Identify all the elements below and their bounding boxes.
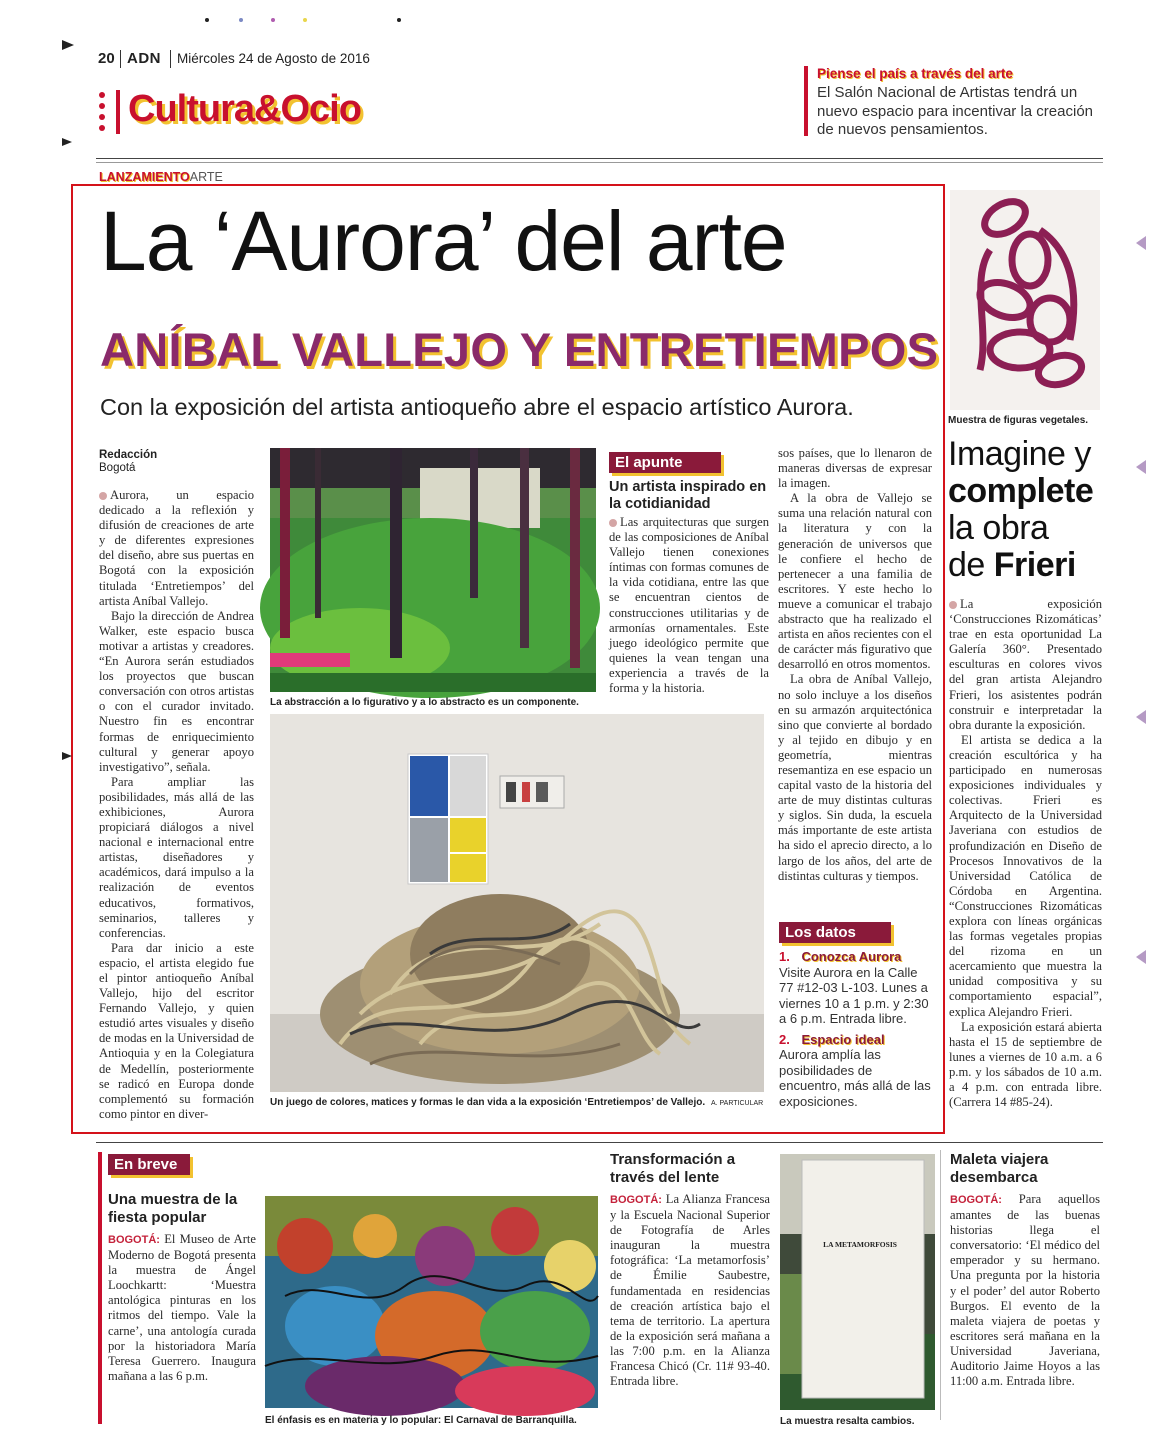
caption-bottom — [270, 1097, 770, 1108]
sculpture-photo — [950, 190, 1100, 410]
promo-bar — [804, 66, 808, 136]
issue-date: Miércoles 24 de Agosto de 2016 — [177, 51, 370, 66]
brief-c-text: BOGOTÁ: Para aquellos amantes de las buenas historias llega el conversatorio: ‘El médico del emperador y su hermano. Una pregunta por la historia y el poder’ del autor Roberto Burgos. El evento de la maleta viajera de poetas y escritores será mañana en la Universidad Javeriana, Auditorio Jaime Hoyos a las 11:00 a.m. Entrada libre. — [950, 1192, 1100, 1389]
margin-mark-right — [1136, 236, 1146, 250]
datos-label: Los datos — [779, 922, 891, 943]
bullet-icon — [949, 601, 957, 609]
article-column-4 — [778, 446, 932, 906]
subhead: ANÍBAL VALLEJO Y ENTRETIEMPOS — [100, 323, 939, 376]
datos-text: Aurora amplía las posibilidades de encuentro, más allá de las exposiciones. — [779, 1047, 931, 1109]
brief-divider — [940, 1150, 941, 1420]
side-head-line: la obra — [948, 509, 1049, 547]
kicker-rest: ARTE — [189, 170, 223, 184]
promo-title: Piense el país a través del arte — [817, 66, 1013, 81]
paragraph: La exposición ‘Construcciones Rizomáticas’ trae en esta oportunidad La Galería 360°. Presentado esculturas en colores vivos del gran artista Alejandro Frieri, los asistentes podrán construir e interpretadar la obra durante la exposición. — [949, 597, 1102, 732]
apunte-box — [609, 452, 769, 696]
carnival-photo — [265, 1196, 598, 1408]
brief-a-title: Una muestra de la fiesta popular — [108, 1191, 238, 1226]
lead: Con la exposición del artista antioqueño abre el espacio artístico Aurora. — [100, 394, 854, 420]
promo-text: El Salón Nacional de Artistas tendrá un nuevo espacio para incentivar la creación de nuevos pensamientos. — [817, 84, 1093, 138]
side-head-line: Imagine y — [948, 435, 1091, 473]
painting-image — [270, 448, 596, 692]
kicker — [99, 170, 223, 184]
bullet-icon — [99, 492, 107, 500]
side-head-line: de Frieri — [948, 546, 1076, 584]
brief-bar — [98, 1152, 102, 1424]
book-photo — [780, 1154, 935, 1410]
registration-dots — [205, 16, 405, 24]
paragraph: Para dar inicio a este espacio, el artista elegido fue el pintor antioqueño Aníbal Vallejo, hijo del escritor Fernando Vallejo, y quien estudió artes visuales y diseño de modas en la Universidad de Antioquia y en la Colegiatura de Medellín, posteriormente se radicó en Europa donde complementó su formación como pintor en diver- — [99, 940, 254, 1121]
header-divider — [120, 50, 121, 68]
brief-label: En breve — [108, 1154, 190, 1175]
section-dots — [98, 92, 106, 132]
section-bar — [116, 90, 120, 134]
paragraph: Aurora, un espacio dedicado a la reflexión y difusión de creaciones de arte y de diferentes expresiones del diseño, abre sus puertas en Bogotá con la exposición titulada ‘Entretiempos’ del artista Aníbal Vallejo. — [99, 488, 254, 608]
caption-top: La abstracción a lo figurativo y a lo abstracto es un componente. — [270, 697, 579, 708]
brief-top-rule — [96, 1142, 1103, 1143]
margin-mark-left — [62, 138, 72, 146]
datos-num: 1. — [779, 949, 790, 964]
paragraph: A la obra de Vallejo se suma una relación natural con la literatura y con la generación de universos que le confiere el hecho de pertenecer a una familia de escritores. Y este hecho lo mueve a comunicar el trabajo abstracto que ha realizado el artista en años recientes con el de carácter más figurativo que desarrolló en otros momentos. — [778, 491, 932, 672]
datos-box — [779, 922, 935, 1109]
margin-mark-left — [62, 40, 74, 50]
installation-image — [270, 714, 764, 1092]
brief-b-text: BOGOTÁ: La Alianza Francesa y la Escuela Nacional Superior de Fotografía de Arles inauguran la muestra fotográfica: ‘La metamorfosis’ de Émilie Saubestre, fundamentada en residencias de creación artística bajo el tema de territorio. La apertura de la exposición será mañana a las 7:00 p.m. en la Alianza Francesa Chicó (Cr. 11# 93-40. Entrada libre. — [610, 1192, 770, 1389]
article-column-1 — [99, 488, 254, 1121]
datos-text: Visite Aurora en la Calle 77 #12-03 L-103. Lunes a viernes 10 a 1 p.m. y 2:30 a 6 p.m. Entrada libre. — [779, 964, 929, 1026]
header-divider — [170, 50, 171, 68]
brief-b-title: Transformación a través del lente — [610, 1151, 736, 1186]
paragraph: sos países, que lo llenaron de maneras diversas de expresar la imagen. — [778, 446, 932, 491]
city-tag: BOGOTÁ: — [950, 1194, 1002, 1206]
side-head-line: complete — [948, 472, 1094, 510]
byline-city: Bogotá — [99, 462, 136, 474]
brief-label-wrap — [108, 1154, 190, 1175]
installation-photo — [270, 714, 764, 1092]
paragraph: Bajo la dirección de Andrea Walker, este espacio busca motivar a artistas y creadores. “En Aurora serán estudiados los proyectos que buscan conversación con otros artistas o con el curador invitado. Nuestro fin es encontrar formas de enriquecimiento cultural y generar apoyo investigativo”, señala. — [99, 608, 254, 774]
paragraph: El artista se dedica a la creación escultórica y ha participado en numerosas exposiciones individuales y colectivas. Frieri es Arquitecto de la Universidad Javeriana con estudios de profundización en Diseño de Procesos Innovativos de la Universidad Católica de Córdoba en Argentina. “Construcciones Rizomáticas explora con líneas orgánicas las formas vegetales propias del rizoma en un acercamiento que muestra la unidad compositiva y su comportamiento espacial”, explica Alejandro Frieri. — [949, 732, 1102, 1019]
painting-photo — [270, 448, 596, 692]
top-rule — [96, 158, 1103, 159]
brief-a-text: BOGOTÁ: El Museo de Arte Moderno de Bogotá presenta la muestra de Ángel Loochkartt: ‘Muestra antológica pinturas en los ritmos del tiempo. Vale la carne’, una antología curada por la historiadora María Teresa Guerrero. Inaugura mañana a las 6 p.m. — [108, 1232, 256, 1383]
bullet-icon — [609, 519, 617, 527]
sculpture-caption: Muestra de figuras vegetales. — [948, 415, 1089, 426]
paragraph: La obra de Aníbal Vallejo, no solo incluye a los diseños en su armazón arquitectónica sino que convierte al bordado y al tejido en dibujo y en geometría, mientras resemantiza en ese espacio un capital vasto de la historia del arte de muy distintas culturas y siglos. Sin duda, la escuela más importante de este artista ha sido el aprecio directo, a lo largo de los años, del arte de distintas culturas y tiempos. — [778, 672, 932, 883]
city-tag: BOGOTÁ: — [610, 1194, 662, 1206]
margin-mark-right — [1136, 950, 1146, 964]
carnival-image — [265, 1196, 598, 1408]
headline: La ‘Aurora’ del arte — [100, 194, 787, 288]
book-image — [780, 1154, 935, 1410]
brand-logo: ADN — [127, 50, 161, 67]
apunte-text: Las arquitecturas que surgen de las composiciones de Aníbal Vallejo tienen conexiones íntimas con formas comunes de la vida cotidiana, entre las que se encuentran cientos de construcciones utilitarias y de armonías ornamentales. Este juego ideológico permite que quienes la vean tengan una experiencia a través de la forma y la historia. — [609, 515, 769, 696]
top-rule-2 — [96, 162, 1103, 163]
datos-num: 2. — [779, 1031, 790, 1047]
book-title: LA METAMORFOSIS — [823, 1240, 897, 1249]
apunte-title: Un artista inspirado en la cotidianidad — [609, 479, 767, 512]
section-title: Cultura&Ocio — [128, 88, 361, 130]
datos-title: Conozca Aurora — [801, 949, 902, 964]
kicker-strong: LANZAMIENTO — [99, 170, 190, 184]
brief-b-caption: La muestra resalta cambios. — [780, 1416, 915, 1427]
margin-mark-right — [1136, 460, 1146, 474]
sculpture-image — [950, 190, 1100, 410]
paragraph: Para ampliar las posibilidades, más allá de las exhibiciones, Aurora propiciará diálogos a nivel nacional e internacional entre artistas, diseñadores y académicos, dará impulso a la realización de eventos educativos, formativos, seminarios, talleres y conferencias. — [99, 774, 254, 940]
brief-c-title: Maleta viajera desembarca — [950, 1151, 1049, 1186]
paragraph: La exposición estará abierta hasta el 15 de septiembre de lunes a viernes de 10 a.m. a 6 p.m. y los sábados de 10 a.m. a 4 p.m. con entrada libre. (Carrera 14 #85-24). — [949, 1019, 1102, 1110]
side-headline — [948, 436, 1108, 584]
datos-title: Espacio ideal — [801, 1031, 885, 1047]
margin-mark-right — [1136, 710, 1146, 724]
page-number: 20 — [98, 50, 115, 67]
photo-credit: A. PARTICULAR — [710, 1100, 764, 1107]
apunte-label: El apunte — [609, 452, 721, 473]
caption-bottom-text: Un juego de colores, matices y formas le dan vida a la exposición ‘Entretiempos’ de Vallejo. — [270, 1097, 706, 1108]
byline: Redacción — [99, 449, 158, 461]
brief-a-caption: El énfasis es en materia y lo popular: El Carnaval de Barranquilla. — [265, 1415, 577, 1426]
city-tag: BOGOTÁ: — [108, 1234, 160, 1246]
datos-item — [779, 1032, 935, 1110]
side-article — [949, 597, 1102, 1110]
datos-item — [779, 949, 935, 1027]
margin-mark-left — [62, 752, 72, 760]
